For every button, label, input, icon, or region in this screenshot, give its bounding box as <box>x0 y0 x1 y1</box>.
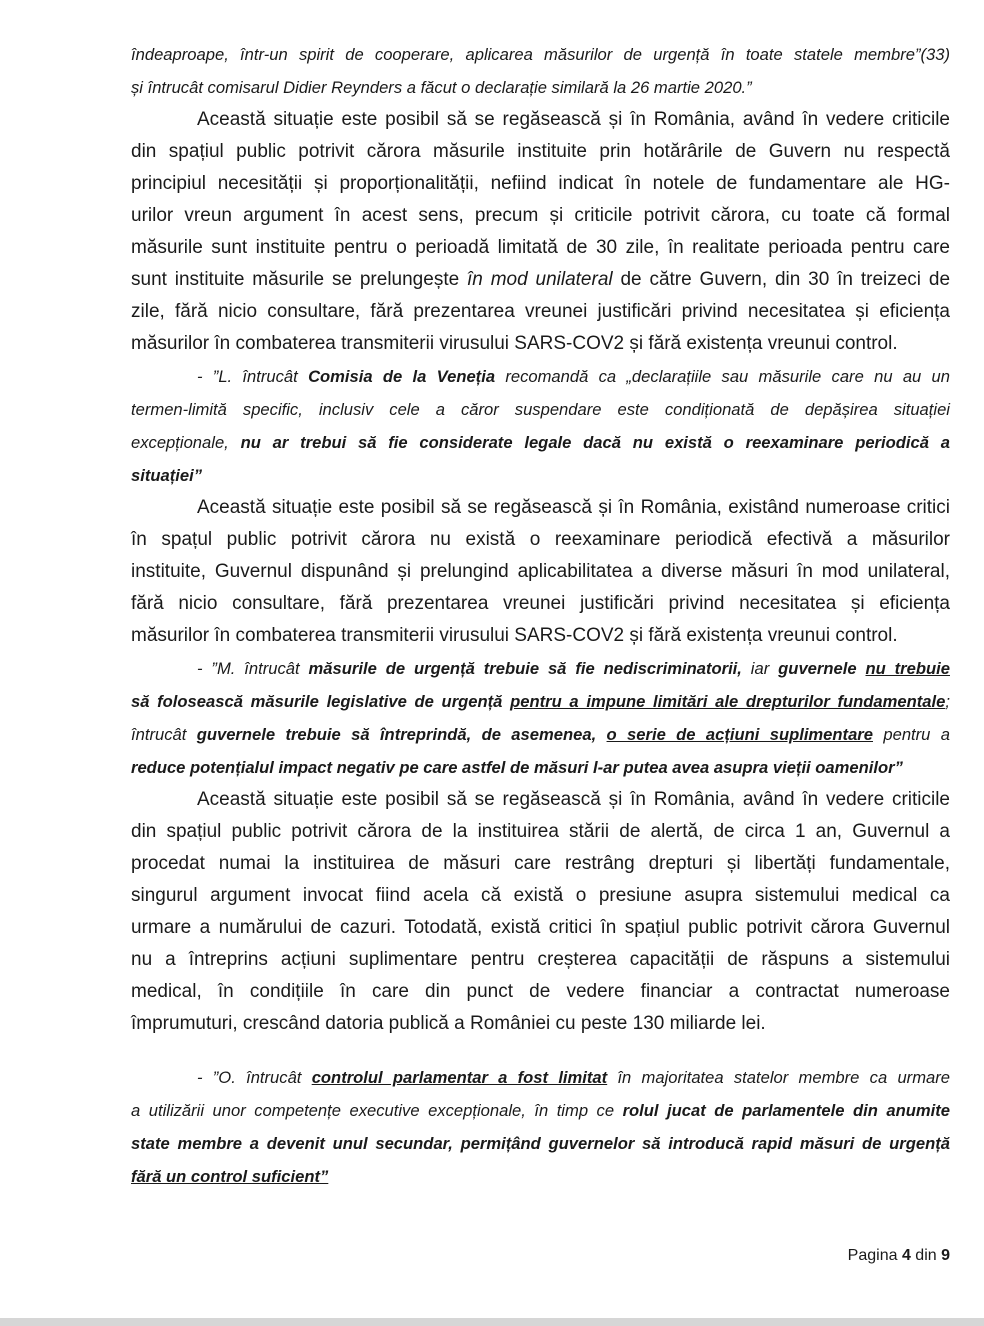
text-run: sunt instituite măsurile se prelungește <box>131 269 468 290</box>
text-line <box>131 200 950 232</box>
text-run: măsurile de urgență trebuie să fie nediscriminatorii, <box>308 659 742 678</box>
text-run: în majoritatea statelor membre ca urmare <box>607 1068 950 1087</box>
text-line <box>131 1061 950 1094</box>
footer-total-pages: 9 <box>941 1247 950 1264</box>
text-line <box>131 426 950 459</box>
text-run: fără nicio consultare, fără prezentarea vreunei justificări privind necesitatea și eficiența <box>131 593 950 614</box>
text-run: instituite, Guvernul dispunând și prelungind aplicabilitatea a diverse măsuri în mod unilateral, <box>131 561 950 582</box>
text-run: îndeaproape, într-un spirit de cooperare, aplicarea măsurilor de urgență în toate statele membre”(33) <box>131 45 950 64</box>
text-line <box>131 168 950 200</box>
text-run: măsurilor în combaterea transmiterii virusului SARS-COV2 și fără existența vreunui control. <box>131 333 898 354</box>
text-line <box>131 459 950 492</box>
text-line <box>131 944 950 976</box>
text-line <box>131 104 950 136</box>
text-line <box>131 976 950 1008</box>
text-run: guvernele <box>778 659 857 678</box>
text-run: situației” <box>131 466 203 485</box>
text-line <box>131 652 950 685</box>
text-run: în spațul public potrivit cărora nu există o reexaminare periodică efectivă a măsurilor <box>131 529 950 550</box>
page-bottom-edge <box>0 1318 984 1326</box>
text-run: în mod unilateral <box>467 269 613 290</box>
document-body <box>131 38 950 1193</box>
text-line <box>131 718 950 751</box>
text-run: Această situație este posibil să se regăsească și în România, existând numeroase critici <box>197 497 950 518</box>
text-run: excepționale, <box>131 433 241 452</box>
text-line <box>131 296 950 328</box>
text-line <box>131 556 950 588</box>
text-run: singurul argument invocat fiind acela că există o presiune asupra sistemului medical ca <box>131 885 950 906</box>
text-run: pentru a <box>873 725 950 744</box>
text-run: state membre a devenit unul secundar, permițând guvernelor să introducă rapid măsuri de urgență <box>131 1134 950 1153</box>
text-run: controlul parlamentar a fost limitat <box>311 1068 608 1087</box>
text-run: recomandă ca „declarațiile sau măsurile care nu au un <box>495 367 951 386</box>
text-run: fără un control suficient” <box>131 1167 329 1186</box>
footer-page-number: 4 <box>901 1247 911 1264</box>
text-run: nu trebuie <box>865 659 950 678</box>
text-run: rolul jucat de parlamentele din anumite <box>622 1101 950 1120</box>
page-footer <box>848 1247 950 1265</box>
footer-prefix: Pagina <box>847 1247 902 1264</box>
text-run: de către Guvern, din 30 în treizeci de <box>612 269 951 290</box>
text-run: nu a întreprins acțiuni suplimentare pentru creșterea capacității de răspuns a sistemului <box>131 949 950 970</box>
text-run: Această situație este posibil să se regăsească și în România, având în vedere criticile <box>197 109 950 130</box>
text-run: - ”L. întrucât <box>197 367 309 386</box>
text-line <box>131 588 950 620</box>
text-run: Comisia de la Veneția <box>308 367 496 386</box>
text-line <box>131 784 950 816</box>
text-run: împrumuturi, crescând datoria publică a României cu peste 130 miliarde lei. <box>131 1013 766 1034</box>
text-run: zile, fără nicio consultare, fără prezentarea vreunei justificări privind necesitatea și eficiența <box>131 301 950 322</box>
text-run: Această situație este posibil să se regăsească și în România, având în vedere criticile <box>197 789 950 810</box>
text-line <box>131 816 950 848</box>
text-line <box>131 620 950 652</box>
text-run: pentru a impune limitări ale drepturilor fundamentale <box>510 692 946 711</box>
text-line <box>131 1160 950 1193</box>
text-line <box>131 912 950 944</box>
text-run <box>502 692 510 711</box>
text-line <box>131 1127 950 1160</box>
text-run: din spațiul public potrivit cărora de la instituirea stării de alertă, de circa 1 an, Guvernul a <box>131 821 950 842</box>
text-line <box>131 360 950 393</box>
text-run: reduce potențialul impact negativ pe care astfel de măsuri l-ar putea avea asupra vieții oamenilor” <box>131 758 903 777</box>
text-run: măsurilor în combaterea transmiterii virusului SARS-COV2 și fără existența vreunui control. <box>131 625 898 646</box>
text-line <box>131 751 950 784</box>
text-run: din spațiul public potrivit cărora măsurile instituite prin hotărârile de Guvern nu respectă <box>131 141 950 162</box>
text-line <box>131 328 950 360</box>
text-line <box>131 524 950 556</box>
text-run: principiul necesității și proporționalității, nefiind indicat în notele de fundamentare ale HG- <box>131 173 950 194</box>
text-run: - ”O. întrucât <box>197 1068 312 1087</box>
text-line <box>131 136 950 168</box>
text-run: măsurile sunt instituite pentru o perioadă limitată de 30 zile, în realitate perioada pentru care <box>131 237 950 258</box>
text-line <box>131 880 950 912</box>
text-run <box>596 725 606 744</box>
text-run: medical, în condițiile în care din punct de vedere financiar a contractat numeroase <box>131 981 950 1002</box>
text-run: a utilizării unor competențe executive excepționale, în timp ce <box>131 1101 623 1120</box>
text-run: întrucât <box>131 725 197 744</box>
text-run: termen-limită specific, inclusiv cele a căror suspendare este condiționată de depășirea situației <box>131 400 950 419</box>
footer-middle: din <box>910 1247 942 1264</box>
text-run: iar <box>741 659 779 678</box>
text-line <box>131 232 950 264</box>
text-run: și întrucât comisarul Didier Reynders a făcut o declarație similară la 26 martie 2020.” <box>131 78 752 97</box>
text-run: urilor vreun argument în acest sens, precum și criticile potrivit cărora, cu toate că formal <box>131 205 950 226</box>
text-run: o serie de acțiuni suplimentare <box>606 725 873 744</box>
text-line <box>131 685 950 718</box>
text-line <box>131 1008 950 1040</box>
text-line <box>131 492 950 524</box>
text-run: procedat numai la instituirea de măsuri care restrâng drepturi și libertăți fundamentale, <box>131 853 950 874</box>
paragraph-gap <box>131 1040 950 1061</box>
text-line <box>131 38 950 71</box>
text-line <box>131 393 950 426</box>
text-run: ; <box>945 692 950 711</box>
text-line <box>131 1094 950 1127</box>
text-run: guvernele trebuie să întreprindă, de asemenea, <box>196 725 597 744</box>
text-line <box>131 848 950 880</box>
text-run: - ”M. întrucât <box>197 659 309 678</box>
text-run: să folosească măsurile legislative de urgență <box>131 692 503 711</box>
text-run: nu ar trebui să fie considerate legale dacă nu există o reexaminare periodică a <box>240 433 950 452</box>
text-line <box>131 71 950 104</box>
text-line <box>131 264 950 296</box>
text-run: urmare a numărului de cazuri. Totodată, există critici în spațiul public potrivit cărora Guvernul <box>131 917 950 938</box>
